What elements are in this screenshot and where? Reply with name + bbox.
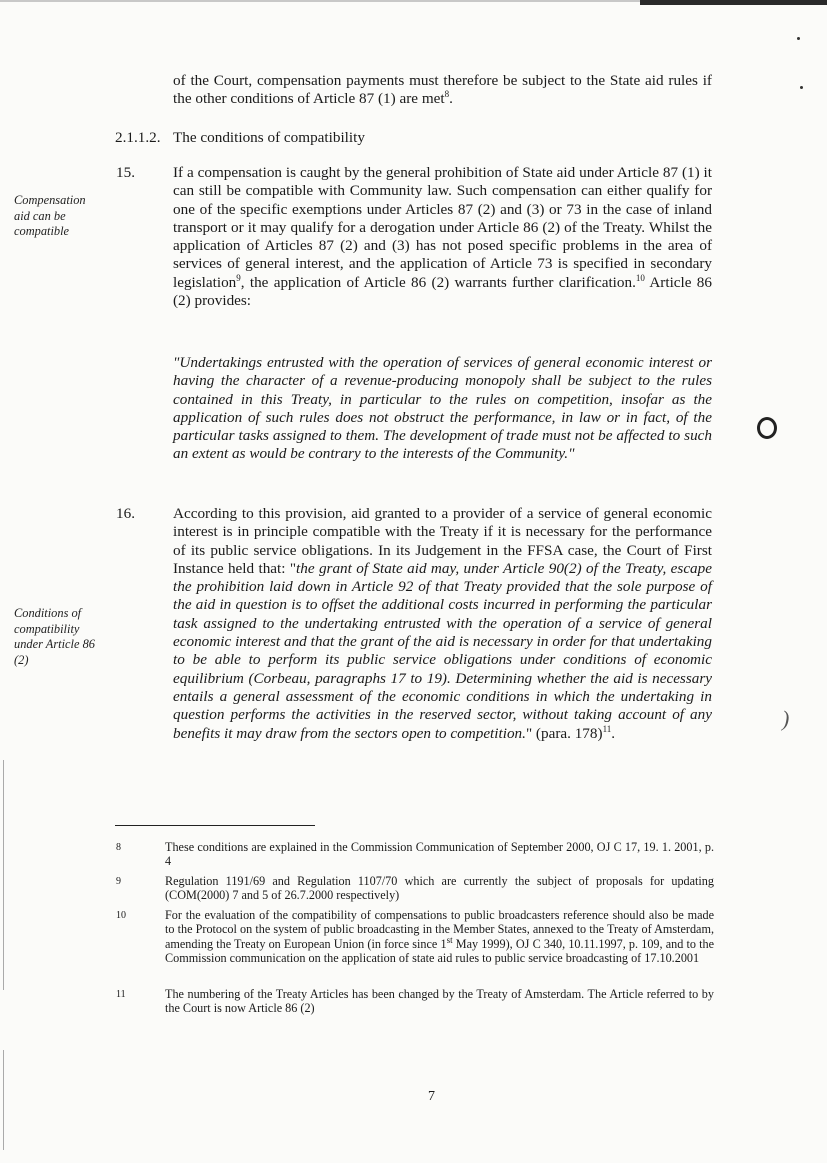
footnote-10: For the evaluation of the compatibility of compensations to public broadcasters reference should also be made to the Protocol on the system of public broadcasting in the Member States, annexed to the Treaty of Amsterdam, amending the Treaty on European Union (in force since 1st May 1999), OJ C 340, 10.11.1997, p. 109, and to the Commission communication on the application of state aid rules to public service broadcasting of 17.10.2001 <box>165 908 714 966</box>
scan-artifact-mark: ) <box>782 706 790 731</box>
continuation-paragraph: of the Court, compensation payments must therefore be subject to the State aid rules if the other conditions of Article 87 (1) are met$^8$. <box>173 72 712 108</box>
scan-top-edge-dark <box>640 0 827 5</box>
footnote-separator <box>115 825 315 826</box>
footnote-number: 8 <box>116 842 121 853</box>
punch-hole-mark <box>757 417 777 439</box>
margin-note-compensation: Compensation aid can be compatible <box>14 193 86 239</box>
paragraph-15: If a compensation is caught by the general prohibition of State aid under Article 87 (1) it can still be compatible with Community law. Such compensation can either qualify for one of the specific exemptions under Articles 87 (2) and (3) or 73 in the case of inland transport or it may qualify for a derogation under Article 86 (2) of the Treaty. Whilst the application of Articles 87 (2) and (3) has not posed specific problems in the area of services of general interest, and the application of Article 73 is specified in secondary legislation$^9$, the application of Article 86 (2) warrants further clarification.$^{10}$ Article 86 (2) provides: <box>173 164 712 310</box>
scan-left-edge <box>3 760 4 990</box>
margin-note-conditions: Conditions of compatibility under Article 86 (2) <box>14 606 95 667</box>
footnote-number: 10 <box>116 910 126 921</box>
article-86-quote: "Undertakings entrusted with the operation of services of general economic interest or having the character of a revenue-producing monopoly shall be subject to the rules contained in this Treaty, in particular to the rules on competition, insofar as the application of such rules does not obstruct the performance, in law or in fact, of the particular tasks assigned to them. The development of trade must not be affected to such an extent as would be contrary to the interests of the Community." <box>173 354 712 463</box>
scan-left-edge <box>3 1050 4 1150</box>
footnote-ref-10[interactable]: 10 <box>635 272 645 283</box>
footnote-9: Regulation 1191/69 and Regulation 1107/70 which are currently the subject of proposals for updating (COM(2000) 7 and 5 of 26.7.2000 respectively) <box>165 874 714 903</box>
footnote-8: These conditions are explained in the Commission Communication of September 2000, OJ C 17, 19. 1. 2001, p. 4 <box>165 840 714 869</box>
footnote-11: The numbering of the Treaty Articles has been changed by the Treaty of Amsterdam. The Article referred to by the Court is now Article 86 (2) <box>165 987 714 1016</box>
paragraph-number-16: 16. <box>116 505 135 522</box>
paragraph-16: According to this provision, aid granted to a provider of a service of general economic interest is in principle compatible with the Treaty if it is necessary for the performance of its public service obligations. In its Judgement in the FFSA case, the Court of First Instance held that: "the grant of State aid may, under Article 90(2) of the Treaty, escape the prohibition laid down in Article 92 of that Treaty provided that the sole purpose of the aid in question is to offset the additional costs incurred in performing the particular task assigned to the undertaking entrusted with the operation of a service of general economic interest and that the grant of the aid is necessary in order for that undertaking to be able to perform its public service obligations under conditions of economic equilibrium (Corbeau, paragraphs 17 to 19). Determining whether the aid is necessary entails a general assessment of the economic conditions in which the undertaking in question performs the activities in the reserved sector, without taking account of any benefits it may draw from the sectors open to competition." (para. 178)$^{11}$. <box>173 505 712 742</box>
page-number: 7 <box>428 1089 435 1104</box>
footnote-ref-8[interactable]: 8 <box>444 89 450 100</box>
footnote-ref-11[interactable]: 11 <box>602 723 612 734</box>
paragraph-number-15: 15. <box>116 164 135 181</box>
section-title: The conditions of compatibility <box>173 129 365 146</box>
footnote-ref-9[interactable]: 9 <box>236 272 241 283</box>
ffsa-judgement-quote: the grant of State aid may, under Article 90(2) of the Treaty, escape the prohibition laid down in Article 92 of that Treaty provided that the sole purpose of the aid in question is to offset the additional costs incurred in performing the particular task assigned to the undertaking entrusted with the operation of a service of general economic interest and that the grant of the aid is necessary in order for that undertaking to be able to perform its public service obligations under conditions of economic equilibrium (Corbeau, paragraphs 17 to 19). Determining whether the aid is necessary entails a general assessment of the economic conditions in which the undertaking in question performs the activities in the reserved sector, without taking account of any benefits it may draw from the sectors open to competition. <box>173 559 712 742</box>
scan-speck <box>797 37 800 40</box>
scan-speck <box>800 86 803 89</box>
footnote-number: 9 <box>116 876 121 887</box>
section-number: 2.1.1.2. <box>115 129 161 146</box>
footnote-number: 11 <box>116 989 126 1000</box>
